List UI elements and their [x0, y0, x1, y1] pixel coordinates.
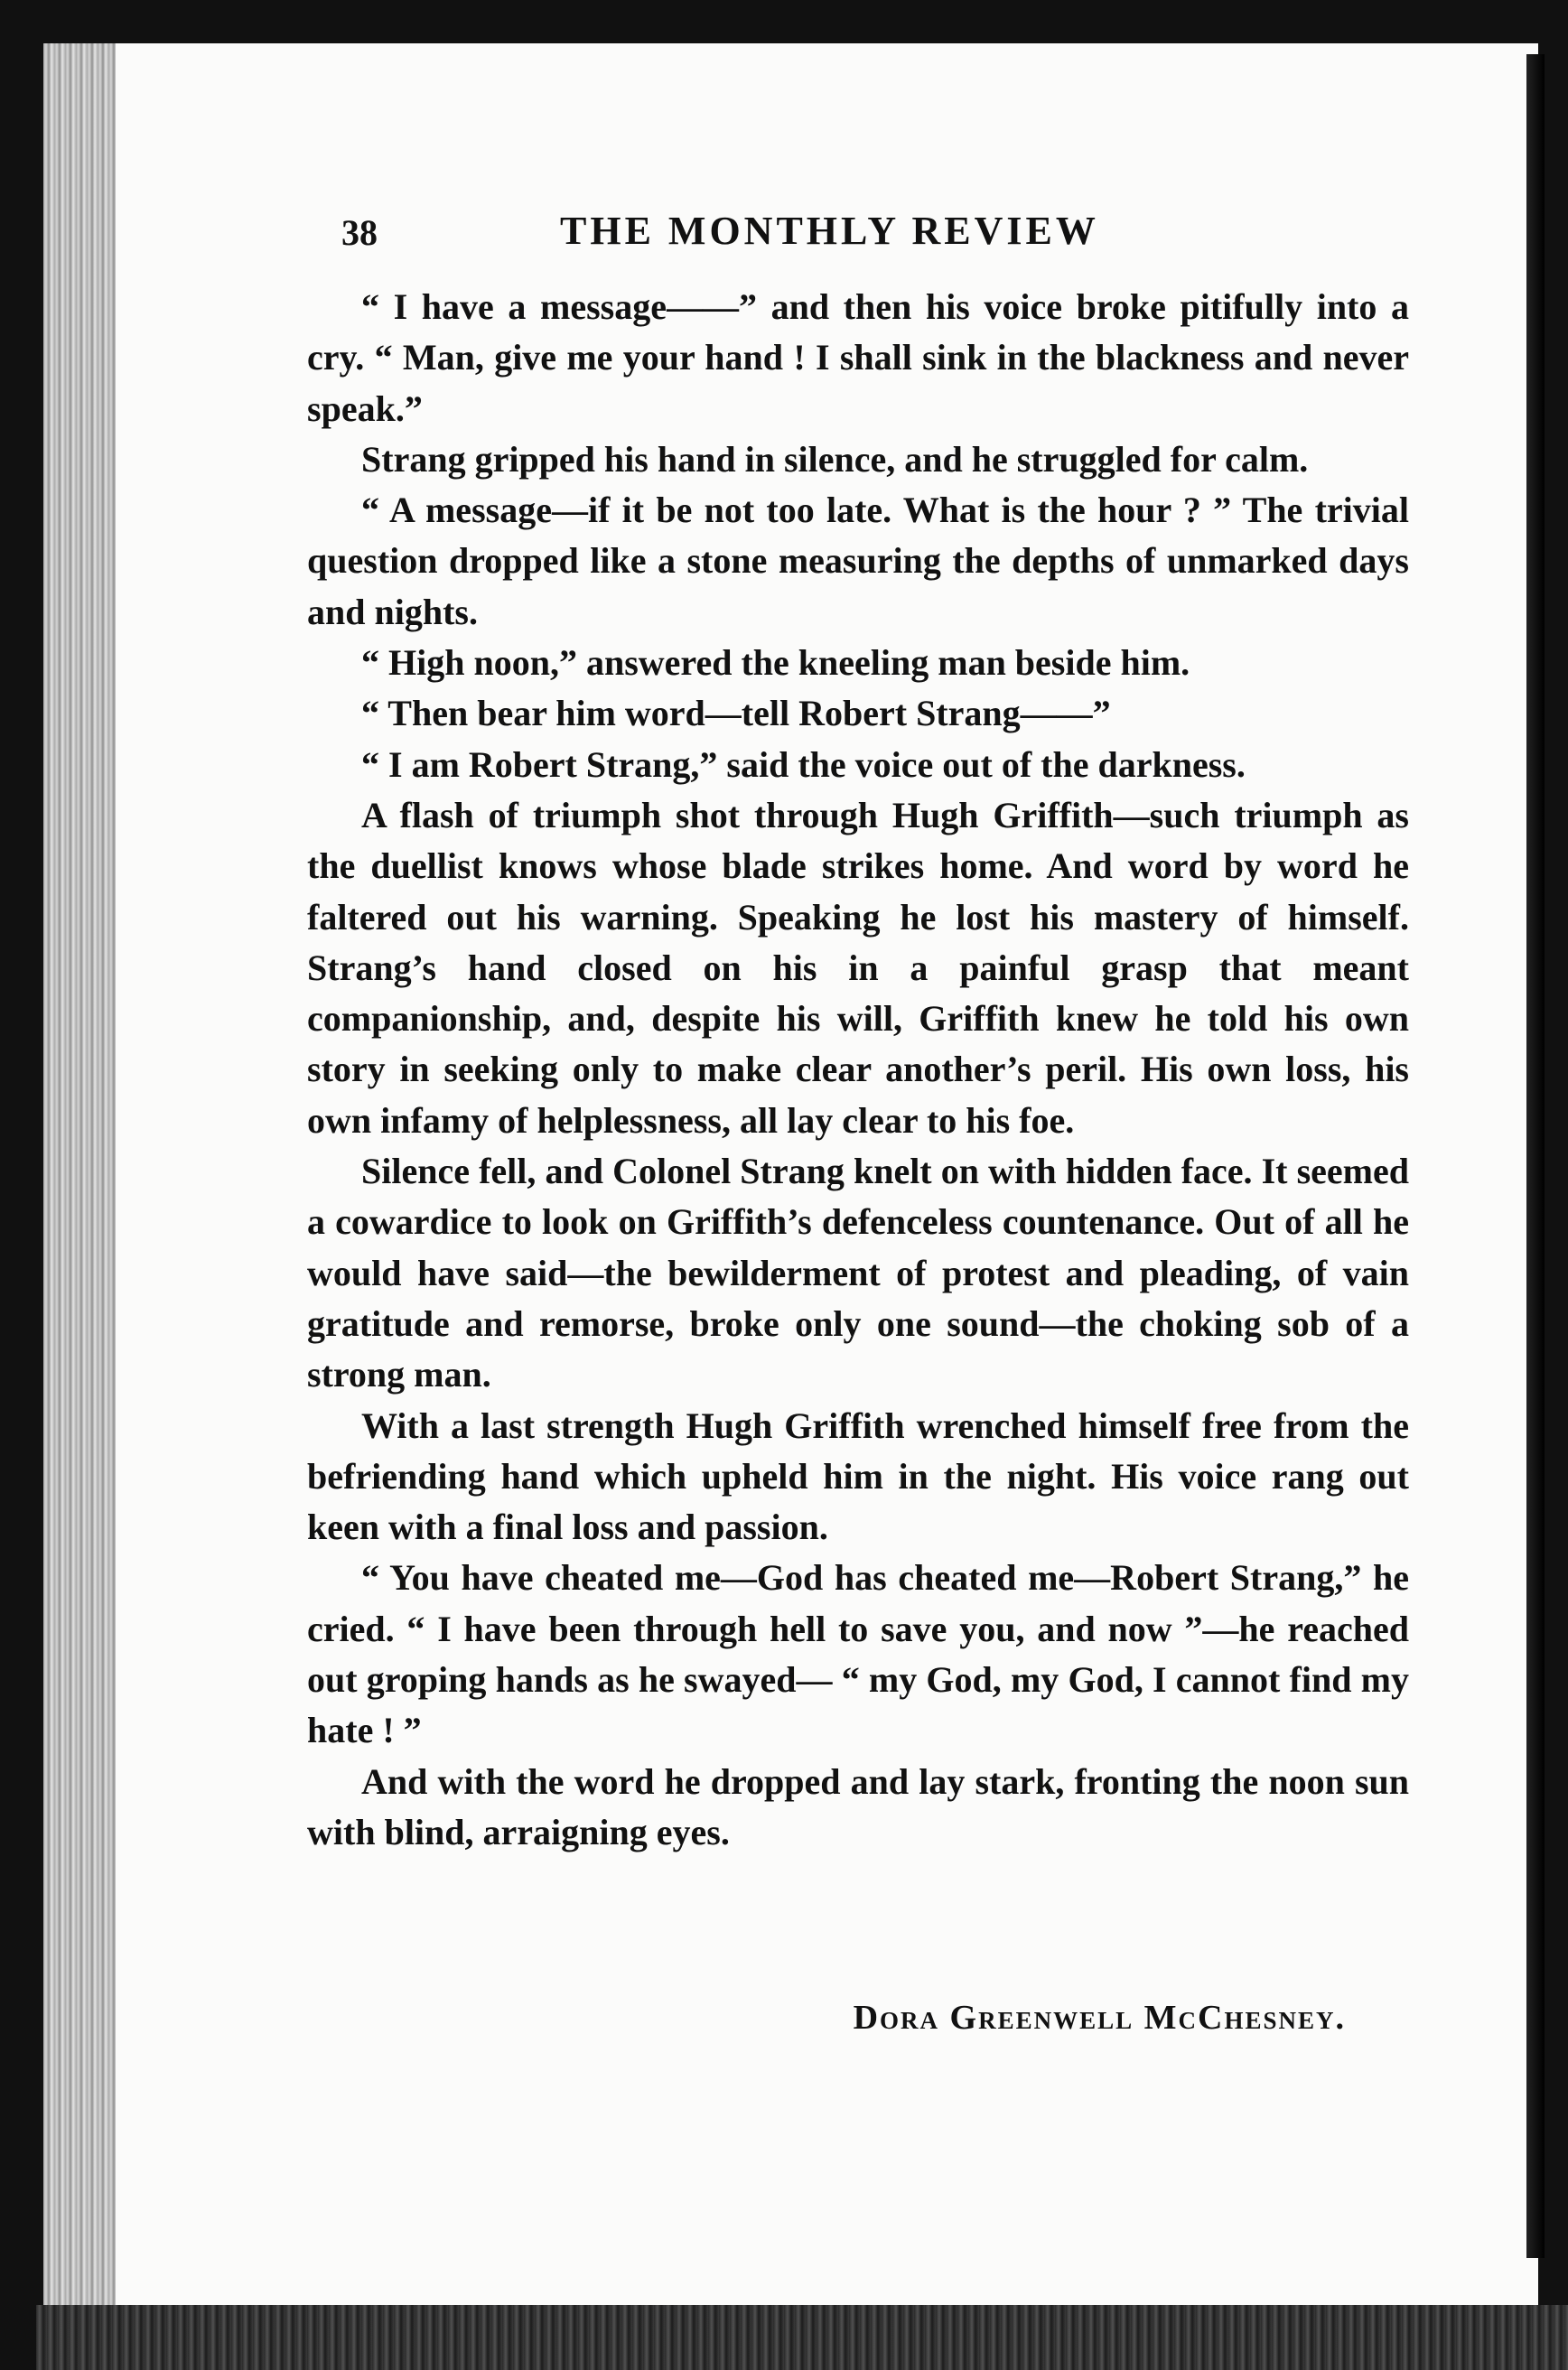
paragraph: “ High noon,” answered the kneeling man beside him.	[361, 642, 1190, 684]
paragraph: “ A message—if it be not too late. What is the hour ? ” The trivial question dropped like a stone measuring the depths of unmarked days and nights.	[307, 490, 1409, 632]
paragraph: “ Then bear him word—tell Robert Strang——”	[361, 693, 1111, 734]
paragraph: “ You have cheated me—God has cheated me—Robert Strang,” he cried. “ I have been through hell to save you, and now ”—he reached out groping hands as he swayed— “ my God, my God, I cannot find my hate ! ”	[307, 1557, 1409, 1751]
paragraph: “ I am Robert Strang,” said the voice out of the darkness.	[361, 743, 1246, 785]
running-header	[341, 208, 1181, 262]
paragraph: A flash of triumph shot through Hugh Griffith—such triumph as the duellist knows whose blade strikes home. And word by word he faltered out his warning. Speaking he lost his mastery of himself. Strang’s hand closed on his in a painful grasp that meant companionship, and, despite his will, Griffith knew he told his own story in seeking only to make clear another’s peril. His own loss, his own infamy of helplessness, all lay clear to his foe.	[307, 794, 1409, 1141]
page-edges-bottom	[36, 2305, 1568, 2370]
page-edge-right	[1526, 54, 1545, 2258]
page-number: 38	[341, 212, 378, 253]
paragraph: Silence fell, and Colonel Strang knelt on with hidden face. It seemed a cowardice to look on Griffith’s defenceless countenance. Out of all he would have said—the bewilderment of protest and pleading, of vain gratitude and remorse, broke only one sound—the choking sob of a strong man.	[307, 1151, 1409, 1395]
body-text	[307, 282, 1409, 1858]
paragraph: And with the word he dropped and lay stark, fronting the noon sun with blind, arraigning eyes.	[307, 1760, 1409, 1852]
paragraph: With a last strength Hugh Griffith wrenched himself free from the befriending hand which upheld him in the night. His voice rang out keen with a final loss and passion.	[307, 1404, 1409, 1548]
paragraph: Strang gripped his hand in silence, and he struggled for calm.	[361, 438, 1309, 480]
page-edges-left	[43, 43, 116, 2315]
running-title: THE MONTHLY REVIEW	[560, 209, 1099, 253]
paragraph: “ I have a message——” and then his voice broke pitifully into a cry. “ Man, give me your hand ! I shall sink in the blackness and never speak.”	[307, 286, 1409, 429]
author-signature: Dora Greenwell McChesney.	[853, 1999, 1346, 2037]
